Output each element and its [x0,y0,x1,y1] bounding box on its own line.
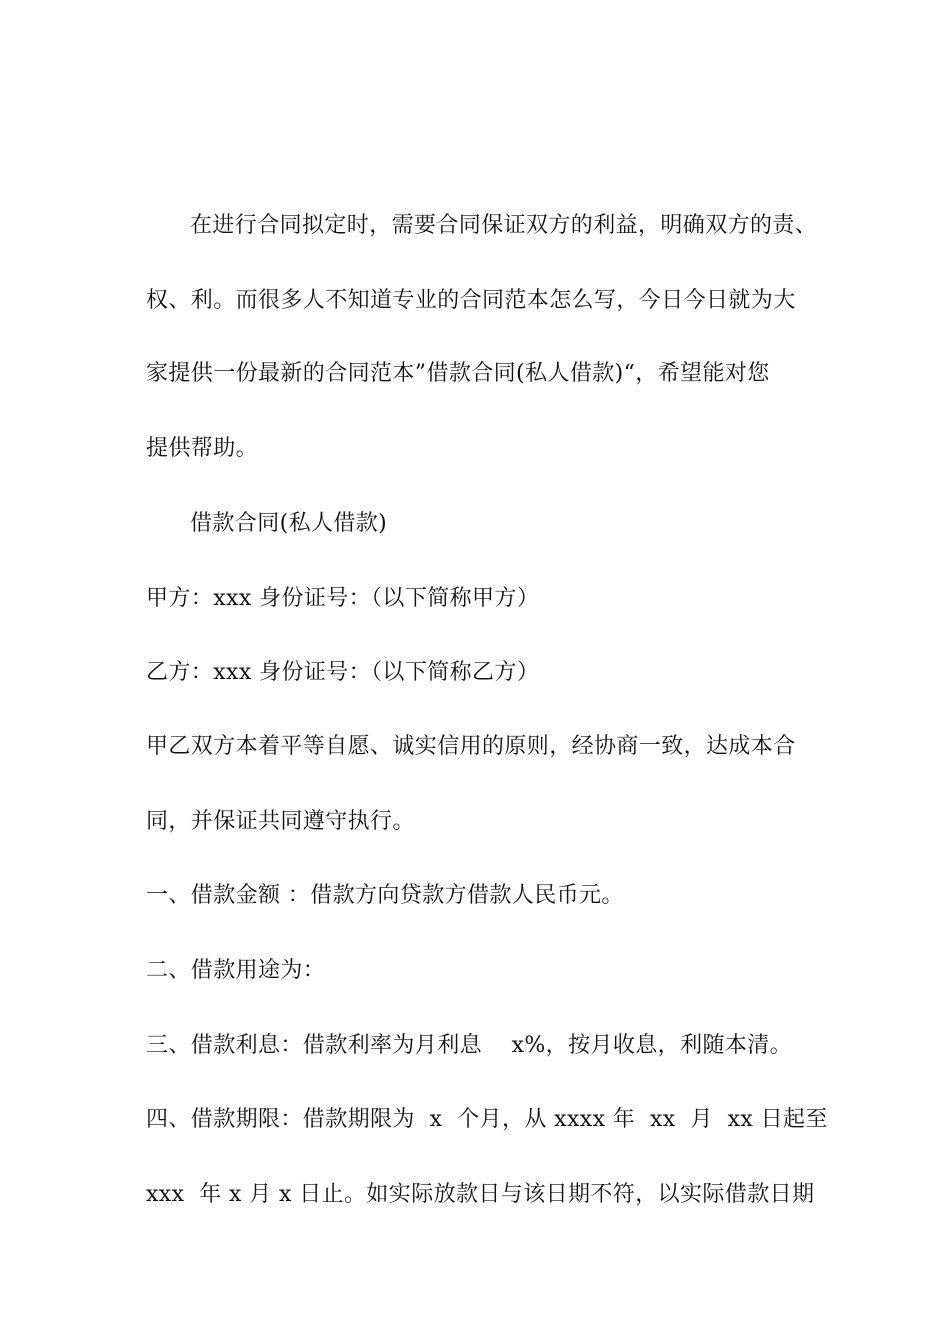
clause-2-purpose: 二、借款用途为： [146,958,326,983]
contract-title: 借款合同(私人借款) [190,511,388,536]
party-b-line: 乙方：xxx 身份证号：（以下简称乙方） [146,660,540,685]
agreement-paragraph-line-1: 甲乙双方本着平等自愿、诚实信用的原则，经协商一致，达成本合 [146,734,796,759]
clause-3-interest: 三、借款利息：借款利率为月利息 x%，按月收息，利随本清。 [146,1033,793,1058]
intro-paragraph-line-4: 提供帮助。 [146,436,259,461]
intro-paragraph-line-3: 家提供一份最新的合同范本”借款合同(私人借款)“，希望能对您 [146,361,770,386]
clause-1-amount: 一、借款金额 ：借款方向贷款方借款人民币元。 [146,883,624,908]
intro-paragraph-line-2: 权、利。而很多人不知道专业的合同范本怎么写，今日今日就为大 [146,288,796,313]
clause-4-term-line-2: xxx 年 x 月 x 日止。如实际放款日与该日期不符，以实际借款日期 [146,1182,815,1207]
agreement-paragraph-line-2: 同，并保证共同遵守执行。 [146,809,415,834]
intro-paragraph-line-1: 在进行合同拟定时，需要合同保证双方的利益，明确双方的责、 [190,213,818,238]
clause-4-term-line-1: 四、借款期限：借款期限为 x 个月，从 xxxx 年 xx 月 xx 日起至 [146,1107,828,1132]
party-a-line: 甲方：xxx 身份证号：（以下简称甲方） [146,586,540,611]
